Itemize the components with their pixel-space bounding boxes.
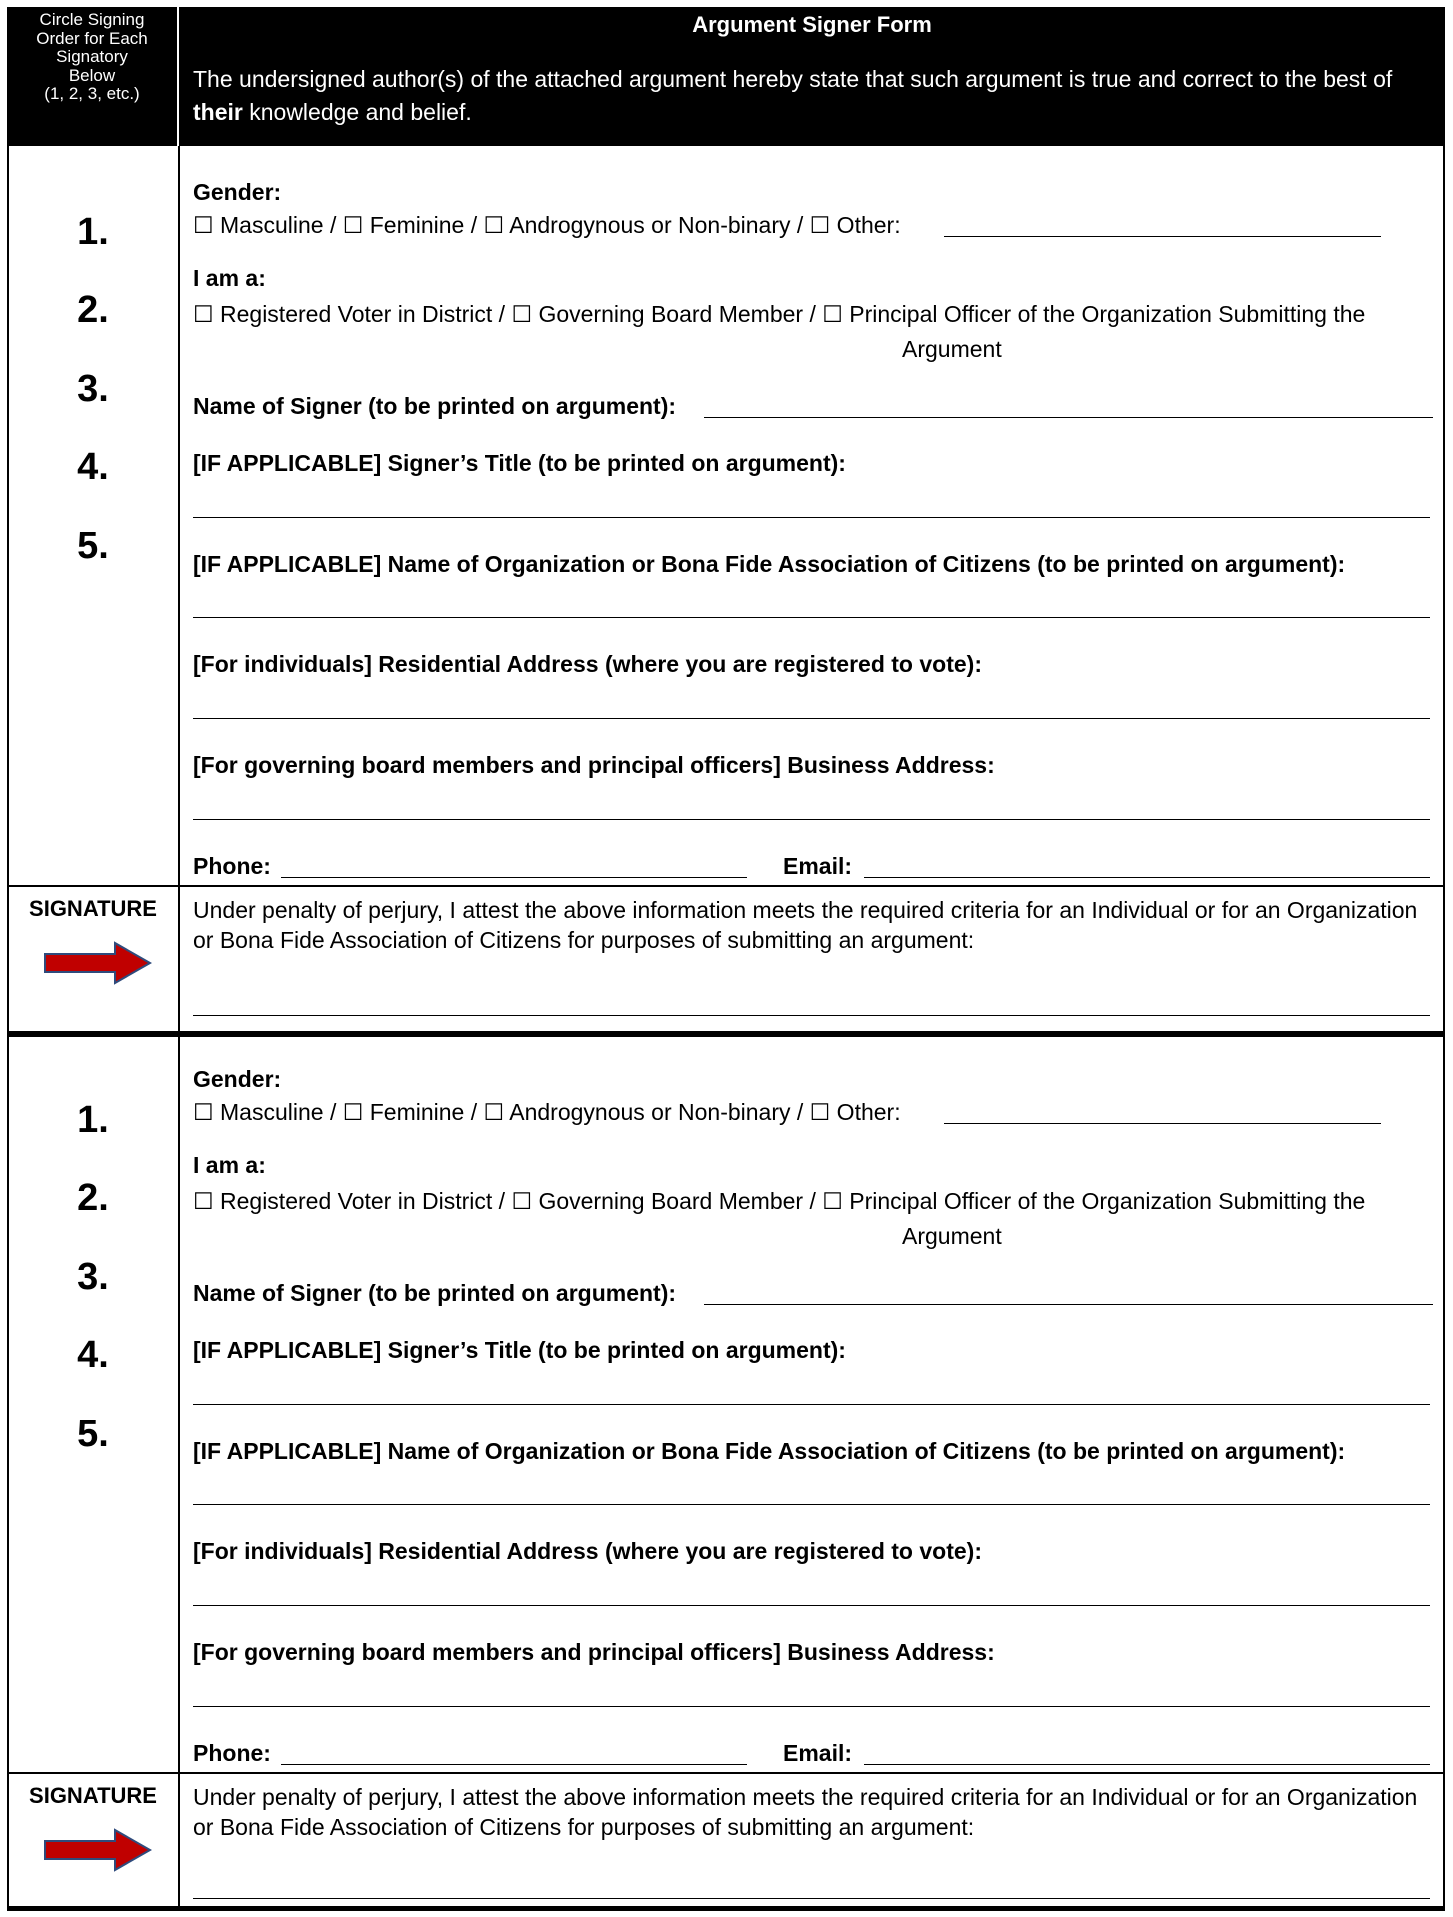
attestation-text: Under penalty of perjury, I attest the above information meets the required criteria for an Individual or for an Organization or Bona Fide Association of Citizens for purposes of submitting an argument: [193, 1784, 1418, 1840]
gender-options[interactable]: ☐ Masculine / ☐ Feminine / ☐ Androgynous or Non-binary / ☐ Other: [193, 212, 901, 238]
order-number-1[interactable]: 1. [77, 1099, 109, 1141]
gender-label: Gender: [193, 179, 282, 205]
role-options[interactable]: ☐ Registered Voter in District / ☐ Governing Board Member / ☐ Principal Officer of the Organization Submitting the [193, 1188, 1366, 1214]
phone-label: Phone: [193, 1740, 271, 1766]
instruction-line: Below [68, 65, 116, 85]
email-label: Email: [783, 1740, 853, 1766]
gender-other-field[interactable] [944, 236, 1381, 237]
phone-field[interactable] [281, 877, 747, 878]
order-number-5[interactable]: 5. [77, 1413, 109, 1455]
role-options-continued: Argument [902, 1223, 1002, 1249]
signature-field[interactable] [193, 1898, 1430, 1899]
signer-title-label: [IF APPLICABLE] Signer’s Title (to be printed on argument): [193, 1337, 846, 1363]
order-number-1[interactable]: 1. [77, 211, 109, 253]
signer-name-label: Name of Signer (to be printed on argument): [193, 393, 677, 419]
signer-block-1 [7, 146, 1445, 1034]
signature-label: SIGNATURE [29, 1783, 157, 1808]
iam-label: I am a: [193, 265, 266, 291]
gender-options[interactable]: ☐ Masculine / ☐ Feminine / ☐ Androgynous or Non-binary / ☐ Other: [193, 1099, 901, 1125]
signature-label: SIGNATURE [29, 896, 157, 921]
instruction-line: Circle Signing [39, 10, 145, 29]
phone-label: Phone: [193, 853, 271, 879]
business-address-label: [For governing board members and principal officers] Business Address: [193, 752, 995, 778]
right-arrow-icon [43, 941, 153, 985]
argument-signer-form [7, 7, 1445, 1911]
order-number-2[interactable]: 2. [77, 289, 109, 331]
order-number-5[interactable]: 5. [77, 525, 109, 567]
order-number-4[interactable]: 4. [77, 1334, 109, 1376]
residential-address-field[interactable] [193, 718, 1430, 719]
form-description: The undersigned author(s) of the attached argument hereby state that such argument is true and correct to the best of their knowledge and belief. [193, 66, 1393, 125]
instruction-line: Order for Each [36, 28, 148, 48]
residential-address-label: [For individuals] Residential Address (where you are registered to vote): [193, 651, 982, 677]
instruction-line: Signatory [56, 47, 128, 66]
residential-address-label: [For individuals] Residential Address (where you are registered to vote): [193, 1538, 982, 1564]
right-arrow-icon [43, 1828, 153, 1872]
signer-block-2 [7, 1034, 1445, 1911]
gender-label: Gender: [193, 1066, 282, 1092]
signature-field[interactable] [193, 1015, 1430, 1016]
organization-label: [IF APPLICABLE] Name of Organization or Bona Fide Association of Citizens (to be printed on argument): [193, 551, 1346, 577]
role-options-continued: Argument [902, 336, 1002, 362]
order-number-2[interactable]: 2. [77, 1177, 109, 1219]
iam-label: I am a: [193, 1152, 266, 1178]
signer-name-field[interactable] [704, 417, 1433, 418]
order-number-3[interactable]: 3. [77, 368, 109, 410]
signer-title-label: [IF APPLICABLE] Signer’s Title (to be printed on argument): [193, 450, 846, 476]
residential-address-field[interactable] [193, 1605, 1430, 1606]
signer-name-field[interactable] [704, 1304, 1433, 1305]
role-options[interactable]: ☐ Registered Voter in District / ☐ Governing Board Member / ☐ Principal Officer of the Organization Submitting the [193, 301, 1366, 327]
business-address-label: [For governing board members and principal officers] Business Address: [193, 1639, 995, 1665]
form-title: Argument Signer Form [692, 12, 932, 37]
business-address-field[interactable] [193, 1706, 1430, 1707]
email-field[interactable] [864, 1764, 1430, 1765]
signing-order-instructions [7, 7, 179, 146]
email-field[interactable] [864, 877, 1430, 878]
phone-field[interactable] [281, 1764, 747, 1765]
order-number-4[interactable]: 4. [77, 446, 109, 488]
instruction-line: (1, 2, 3, etc.) [44, 84, 140, 103]
organization-field[interactable] [193, 1504, 1430, 1505]
business-address-field[interactable] [193, 819, 1430, 820]
form-header [7, 7, 1445, 146]
organization-field[interactable] [193, 617, 1430, 618]
email-label: Email: [783, 853, 853, 879]
organization-label: [IF APPLICABLE] Name of Organization or Bona Fide Association of Citizens (to be printed on argument): [193, 1438, 1346, 1464]
signer-title-field[interactable] [193, 517, 1430, 518]
gender-other-field[interactable] [944, 1123, 1381, 1124]
attestation-text: Under penalty of perjury, I attest the above information meets the required criteria for an Individual or for an Organization or Bona Fide Association of Citizens for purposes of submitting an argument: [193, 897, 1418, 953]
order-number-3[interactable]: 3. [77, 1256, 109, 1298]
signer-title-field[interactable] [193, 1404, 1430, 1405]
signer-name-label: Name of Signer (to be printed on argument): [193, 1280, 677, 1306]
